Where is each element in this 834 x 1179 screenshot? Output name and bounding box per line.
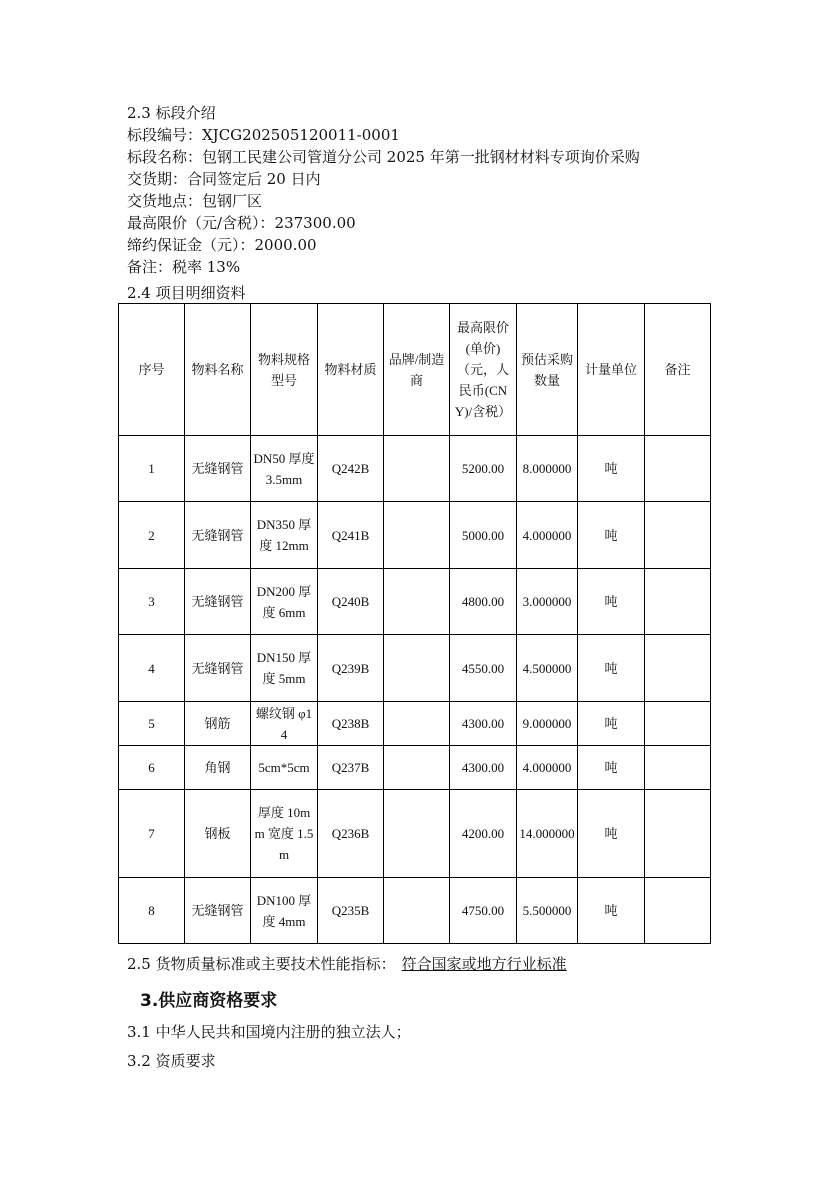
- deposit: 缔约保证金（元）：2000.00: [127, 236, 317, 254]
- table-cell: Q236B: [318, 790, 384, 878]
- table-cell: DN350 厚度 12mm: [251, 502, 318, 569]
- table-row: [119, 502, 711, 569]
- section-3-heading: 3.供应商资格要求: [140, 991, 278, 1011]
- table-cell: Q240B: [318, 569, 384, 635]
- table-cell: 无缝钢管: [185, 436, 251, 502]
- table-row: [119, 878, 711, 944]
- table-cell: 1: [119, 436, 185, 502]
- table-cell: 5cm*5cm: [251, 746, 318, 790]
- header-cell: 品牌/制造商: [384, 304, 450, 436]
- table-cell: 4: [119, 635, 185, 702]
- lot-name: 标段名称：包钢工民建公司管道分公司 2025 年第一批钢材材料专项询价采购: [127, 148, 640, 166]
- table-cell: [645, 635, 711, 702]
- table-cell: Q241B: [318, 502, 384, 569]
- table-cell: [384, 746, 450, 790]
- max-price: 最高限价（元/含税）：237300.00: [127, 214, 356, 232]
- table-cell: 4300.00: [450, 702, 517, 746]
- section-2-4-title: 2.4 项目明细资料: [127, 284, 246, 302]
- table-cell: 无缝钢管: [185, 502, 251, 569]
- header-cell: 序号: [119, 304, 185, 436]
- remark: 备注：税率 13%: [127, 258, 241, 276]
- table-cell: 8.000000: [517, 436, 578, 502]
- table-cell: DN150 厚度 5mm: [251, 635, 318, 702]
- table-cell: 厚度 10mm 宽度 1.5m: [251, 790, 318, 878]
- table-cell: 吨: [578, 746, 645, 790]
- table-cell: 7: [119, 790, 185, 878]
- table-cell: [384, 436, 450, 502]
- table-cell: Q235B: [318, 878, 384, 944]
- table-cell: 钢筋: [185, 702, 251, 746]
- table-cell: 无缝钢管: [185, 569, 251, 635]
- table-row: [119, 436, 711, 502]
- table-cell: 4550.00: [450, 635, 517, 702]
- header-cell: 预估采购数量: [517, 304, 578, 436]
- table-cell: Q242B: [318, 436, 384, 502]
- table-cell: [645, 746, 711, 790]
- table-cell: 6: [119, 746, 185, 790]
- table-row: [119, 746, 711, 790]
- table-cell: 8: [119, 878, 185, 944]
- table-cell: 14.000000: [517, 790, 578, 878]
- table-cell: 5200.00: [450, 436, 517, 502]
- table-cell: [384, 702, 450, 746]
- table-cell: 9.000000: [517, 702, 578, 746]
- table-cell: Q239B: [318, 635, 384, 702]
- table-cell: 4800.00: [450, 569, 517, 635]
- header-cell: 物料材质: [318, 304, 384, 436]
- table-cell: 3: [119, 569, 185, 635]
- table-cell: 角钢: [185, 746, 251, 790]
- table-row: [119, 635, 711, 702]
- table-cell: 4.000000: [517, 746, 578, 790]
- table-cell: [384, 878, 450, 944]
- requirement-3-1: 3.1 中华人民共和国境内注册的独立法人；: [127, 1023, 411, 1041]
- table-cell: 无缝钢管: [185, 878, 251, 944]
- table-cell: [645, 502, 711, 569]
- table-row: [119, 790, 711, 878]
- table-row: [119, 569, 711, 635]
- header-cell: 计量单位: [578, 304, 645, 436]
- table-cell: 5: [119, 702, 185, 746]
- table-cell: [645, 569, 711, 635]
- table-cell: [645, 702, 711, 746]
- table-cell: [384, 502, 450, 569]
- table-cell: [384, 790, 450, 878]
- quality-standard-value: 符合国家或地方行业标准: [401, 955, 567, 973]
- table-cell: [645, 436, 711, 502]
- table-header-row: [119, 304, 711, 436]
- table-cell: Q237B: [318, 746, 384, 790]
- delivery-location: 交货地点：包钢厂区: [127, 192, 263, 210]
- table-row: [119, 702, 711, 746]
- table-cell: [645, 878, 711, 944]
- table-cell: 3.000000: [517, 569, 578, 635]
- table-cell: Q238B: [318, 702, 384, 746]
- quality-standard: [127, 953, 573, 975]
- header-cell: 备注: [645, 304, 711, 436]
- table-cell: 4.500000: [517, 635, 578, 702]
- header-cell: 物料规格型号: [251, 304, 318, 436]
- header-cell: 物料名称: [185, 304, 251, 436]
- section-2-3-title: 2.3 标段介绍: [127, 104, 216, 122]
- table-cell: 钢板: [185, 790, 251, 878]
- requirement-3-2: 3.2 资质要求: [127, 1052, 216, 1070]
- table-cell: [384, 635, 450, 702]
- table-cell: 4200.00: [450, 790, 517, 878]
- table-cell: DN50 厚度 3.5mm: [251, 436, 318, 502]
- header-cell: 最高限价(单价)（元，人民币(CNY)/含税）: [450, 304, 517, 436]
- item-detail-table: [118, 303, 711, 944]
- table-cell: 5.500000: [517, 878, 578, 944]
- lot-number: 标段编号：XJCG202505120011-0001: [127, 126, 400, 144]
- table-cell: 吨: [578, 790, 645, 878]
- table-cell: 吨: [578, 635, 645, 702]
- table-cell: [384, 569, 450, 635]
- table-cell: 吨: [578, 502, 645, 569]
- table-cell: 无缝钢管: [185, 635, 251, 702]
- table-cell: DN200 厚度 6mm: [251, 569, 318, 635]
- quality-standard-label: 2.5 货物质量标准或主要技术性能指标：: [127, 955, 396, 973]
- table-cell: 吨: [578, 878, 645, 944]
- table-cell: 螺纹钢 φ14: [251, 702, 318, 746]
- delivery-period: 交货期：合同签定后 20 日内: [127, 170, 321, 188]
- table-cell: 吨: [578, 569, 645, 635]
- table-cell: 4300.00: [450, 746, 517, 790]
- table-cell: 吨: [578, 702, 645, 746]
- table-cell: 4750.00: [450, 878, 517, 944]
- table-cell: 2: [119, 502, 185, 569]
- table-cell: 5000.00: [450, 502, 517, 569]
- table-cell: [645, 790, 711, 878]
- table-cell: 4.000000: [517, 502, 578, 569]
- table-cell: DN100 厚度 4mm: [251, 878, 318, 944]
- table-cell: 吨: [578, 436, 645, 502]
